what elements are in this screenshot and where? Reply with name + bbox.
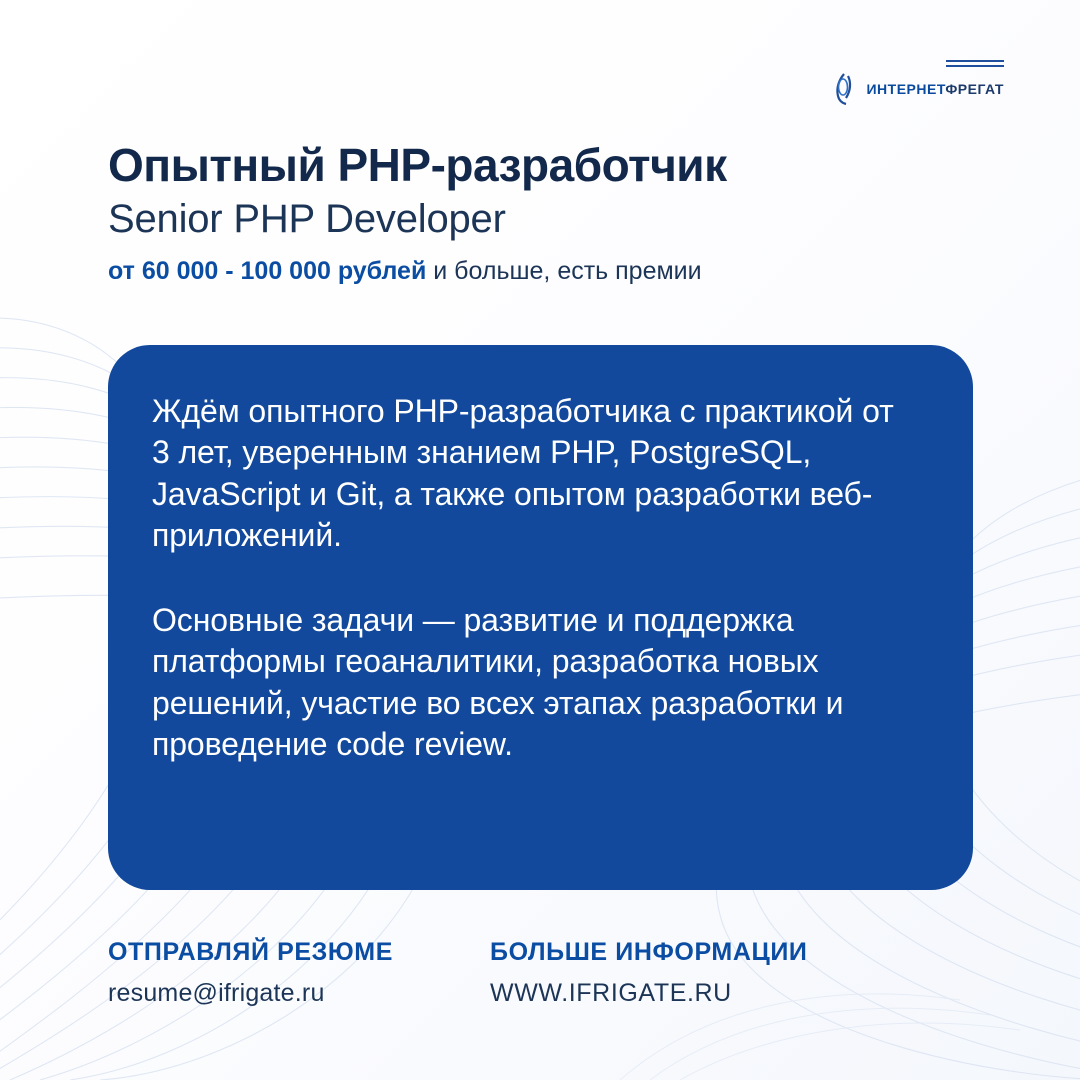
footer-resume-heading: ОТПРАВЛЯЙ РЕЗЮМЕ [108, 938, 393, 966]
page-title: Опытный PHP-разработчик [108, 139, 727, 191]
logo-text-internet: ИНТЕРНЕТ [866, 81, 946, 97]
page-subtitle: Senior PHP Developer [108, 196, 506, 241]
company-logo [830, 72, 1004, 106]
logo-wordmark [866, 82, 1004, 96]
description-card [108, 345, 973, 890]
description-paragraph-1: Ждём опытного PHP-разработчика с практикой от 3 лет, уверенным знанием PHP, PostgreSQL, JavaScript и Git, а также опытом разработки веб-приложений. [152, 393, 894, 553]
footer-info-heading: БОЛЬШЕ ИНФОРМАЦИИ [490, 938, 808, 966]
salary-note: и больше, есть премии [426, 256, 702, 285]
logo-bars-icon [946, 60, 1004, 70]
frigate-logo-icon [830, 72, 860, 106]
paragraph-spacer [152, 556, 919, 600]
logo-text-fregat: ФРЕГАТ [945, 81, 1004, 97]
footer-resume-email[interactable]: resume@ifrigate.ru [108, 979, 325, 1007]
description-paragraph-2: Основные задачи — развитие и поддержка платформы геоаналитики, разработка новых решений, участие во всех этапах разработки и проведение code review. [152, 602, 844, 762]
header-block [108, 140, 1000, 286]
salary-line [108, 256, 1000, 286]
footer [108, 938, 988, 1008]
footer-info-column [490, 938, 807, 1008]
footer-website-link[interactable]: WWW.IFRIGATE.RU [490, 979, 732, 1007]
footer-resume-column [108, 938, 490, 1008]
salary-range: от 60 000 - 100 000 рублей [108, 256, 427, 285]
